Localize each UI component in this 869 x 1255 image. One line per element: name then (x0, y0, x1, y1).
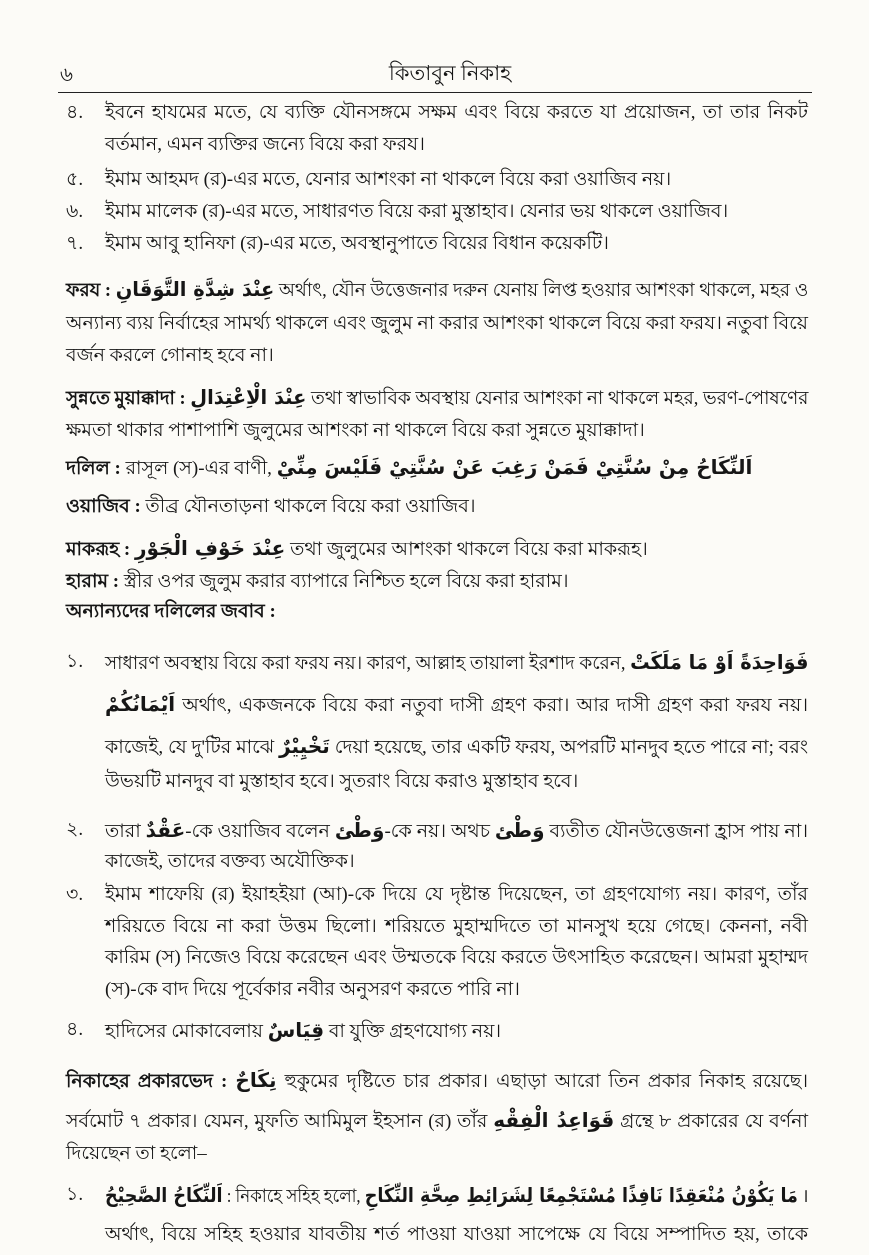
list-number: ৩. (66, 884, 84, 905)
arabic-term: وَطْئ (334, 818, 385, 842)
text-line (105, 814, 808, 846)
opinion-text: বর্তমান, এমন ব্যক্তির জন্যে বিয়ে করা ফরয। (105, 134, 425, 155)
text-line (66, 273, 809, 305)
list-number: ২. (66, 819, 84, 840)
section-label: নিকাহের প্রকারভেদ : (66, 1071, 228, 1092)
text-line (105, 164, 808, 196)
text-line (105, 196, 808, 228)
text-line (66, 1104, 808, 1136)
text-line (66, 415, 808, 447)
types-text: অর্থাৎ, বিয়ে সহিহ হওয়ার যাবতীয় শর্ত পাওয়া যাওয়া সাপেক্ষে যে বিয়ে সম্পাদিত হয়, তাকে (105, 1224, 808, 1245)
ruling-text: ক্ষমতা থাকার পাশাপাশি জুলুমের আশংকা না থাকলে বিয়ে করা সুন্নতে মুয়াক্কাদা। (66, 420, 645, 441)
text-line (105, 97, 808, 129)
ruling-text: অর্থাৎ, যৌন উত্তেজনার দরুন যেনায় লিপ্ত হওয়ার আশংকা থাকলে, মহর ও (278, 280, 809, 301)
text-line (66, 451, 808, 483)
text-line (66, 381, 809, 413)
text-line (105, 1219, 808, 1251)
arabic-book-title: قَوَاعِدُ الْفِقْهِ (493, 1108, 615, 1132)
rebuttal-text: -কে ওয়াজিব বলেন (185, 821, 330, 842)
arabic-term: عِنْدَ الْاِعْتِدَالِ (190, 385, 307, 409)
types-text: দিয়েছেন তা হলো– (66, 1143, 207, 1164)
rebuttal-text: কারিম (স) নিজেও বিয়ে করেছেন এবং উম্মতকে বিয়ে করতে উৎসাহিত করেছেন। আমরা মুহাম্মদ (105, 947, 808, 968)
ruling-label-sunnah: সুন্নতে মুয়াক্কাদা : (66, 388, 186, 409)
ruling-label-dalil: দলিল : (66, 458, 121, 479)
list-number: ৭. (66, 233, 84, 254)
arabic-verse: اَيْمَانُكُمْ (105, 692, 176, 716)
text-line (66, 532, 808, 564)
ruling-label-farz: ফরয : (66, 280, 112, 301)
list-number: ১. (66, 1184, 84, 1205)
rebuttal-text: সাধারণ অবস্থায় বিয়ে করা ফরয নয়। কারণ, আল্লাহ তায়ালা ইরশাদ করেন, (105, 653, 626, 674)
ruling-text: তীব্র যৌনতাড়না থাকলে বিয়ে করা ওয়াজিব। (145, 496, 476, 517)
text-line (105, 688, 808, 720)
ruling-label-wajib: ওয়াজিব : (66, 496, 141, 517)
text-line (105, 646, 809, 678)
ruling-text: অন্যান্য ব্যয় নির্বাহের সামর্থ্য থাকলে এবং জুলুম না করার আশংকা থাকলে বিয়ে করা ফরয। নতুবা বিয়ে (66, 313, 808, 334)
text-line (66, 1064, 808, 1096)
rebuttal-text: (স)-কে বাদ দিয়ে পূর্বেকার নবীর অনুসরণ করতে পারি না। (105, 979, 520, 1000)
opinion-text: ইমাম আবু হানিফা (র)-এর মতে, অবস্থানুপাতে বিয়ের বিধান কয়েকটি। (105, 233, 609, 254)
arabic-term: قِيَاسٌ (267, 1018, 325, 1042)
rebuttal-text: বা যুক্তি গ্রহণযোগ্য নয়। (328, 1021, 502, 1042)
types-text: হুকুমের দৃষ্টিতে চার প্রকার। এছাড়া আরো তিন প্রকার নিকাহ রয়েছে। (284, 1071, 809, 1092)
opinion-text: ইমাম আহমদ (র)-এর মতে, যেনার আশংকা না থাকলে বিয়ে করা ওয়াজিব নয়। (105, 169, 672, 190)
text-line (66, 491, 808, 523)
text-line (105, 129, 808, 161)
rebuttal-text: অর্থাৎ, একজনকে বিয়ে করা নতুবা দাসী গ্রহণ করা। আর দাসী গ্রহণ করা ফরয নয়। (182, 695, 808, 716)
ruling-text: রাসূল (স)-এর বাণী, (125, 458, 272, 479)
header-rule (58, 92, 812, 93)
text-line (66, 308, 808, 340)
text-line (105, 228, 808, 260)
list-number: ৪. (66, 1019, 84, 1040)
arabic-term: نِكَاحٌ (235, 1068, 277, 1092)
text-line (66, 596, 808, 628)
section-heading: অন্যান্যদের দলিলের জবাব : (66, 601, 276, 622)
arabic-term: عَقْدٌ (145, 818, 186, 842)
list-number: ৬. (66, 201, 84, 222)
types-text: : নিকাহে সহিহ হলো, (226, 1186, 361, 1207)
types-text: গ্রন্থে ৮ প্রকারের যে বর্ণনা (620, 1111, 808, 1132)
rebuttal-text: শরিয়তে বিয়ে না করা উত্তম ছিলো। শরিয়তে মুহাম্মদিতে তা মানসুখ হয়ে গেছে। কেননা, নবী (105, 916, 808, 937)
text-line (66, 340, 808, 372)
arabic-verse: فَوَاحِدَةً اَوْ مَا مَلَكَتْ (630, 650, 809, 674)
rebuttal-text: তারা (105, 821, 141, 842)
arabic-definition: مَا يَكُوْنُ مُنْعَقِدًا نَافِذًا مُسْتَجْمِعًا لِشَرَائِطِ صِحَّةِ النِّكَاحِ (364, 1183, 798, 1207)
arabic-term: تَخْيِيْرٌ (279, 734, 330, 758)
types-text: সর্বমোট ৭ প্রকার। যেমন, মুফতি আমিমুল ইহসান (র) তাঁর (66, 1111, 488, 1132)
arabic-term: عِنْدَ خَوْفِ الْجَوْرِ (135, 536, 286, 560)
text-line (105, 911, 808, 943)
rebuttal-text: -কে নয়। অথচ (384, 821, 490, 842)
text-line (105, 1179, 809, 1211)
text-line (66, 1138, 808, 1170)
rebuttal-text: দেয়া হয়েছে, তার একটি ফরয, অপরটি মানদুব হতে পারে না; বরং (334, 737, 808, 758)
ruling-text: বর্জন করলে গোনাহ হবে না। (66, 345, 274, 366)
list-number: ১. (66, 651, 84, 672)
rebuttal-text: কাজেই, তাদের বক্তব্য অযৌক্তিক। (105, 851, 355, 872)
ruling-text: তথা স্বাভাবিক অবস্থায় যেনার আশংকা না থাকলে মহর, ভরণ-পোষণের (310, 388, 809, 409)
rebuttal-text: ইমাম শাফেয়ি (র) ইয়াহইয়া (আ)-কে দিয়ে যে দৃষ্টান্ত দিয়েছেন, তা গ্রহণযোগ্য নয়। কারণ, তাঁর (105, 884, 808, 905)
ruling-text: স্ত্রীর ওপর জুলুম করার ব্যাপারে নিশ্চিত হলে বিয়ে করা হারাম। (123, 571, 569, 592)
arabic-term: عِنْدَ شِدَّةِ التَّوَقَانِ (115, 277, 275, 301)
text-line (105, 974, 808, 1006)
text-line (105, 730, 808, 762)
arabic-hadith: اَلنِّكَاحُ مِنْ سُنَّتِيْ فَمَنْ رَغِبَ عَنْ سُنَّتِيْ فَلَيْسَ مِنِّيْ (276, 455, 753, 479)
types-text: । (802, 1186, 809, 1207)
ruling-text: তথা জুলুমের আশংকা থাকলে বিয়ে করা মাকরূহ। (290, 539, 648, 560)
arabic-term: وَطْئ (494, 818, 545, 842)
list-number: ৪. (66, 102, 84, 123)
ruling-label-makruh: মাকরূহ : (66, 539, 131, 560)
opinion-text: ইবনে হাযমের মতে, যে ব্যক্তি যৌনসঙ্গমে সক্ষম এবং বিয়ে করতে যা প্রয়োজন, তা তার নিকট (105, 102, 808, 123)
text-line (105, 1014, 808, 1046)
text-line (105, 942, 808, 974)
text-line (105, 846, 808, 878)
running-title: কিতাবুন নিকাহ (388, 61, 512, 85)
arabic-term: اَلنِّكَاحُ الصَّحِيْحُ (105, 1183, 223, 1207)
rebuttal-text: হাদিসের মোকাবেলায় (105, 1021, 263, 1042)
text-line (105, 879, 808, 911)
page-number: ৬ (60, 64, 74, 86)
rebuttal-text: ব্যতীত যৌনউত্তেজনা হ্রাস পায় না। (549, 821, 809, 842)
text-line (105, 766, 808, 798)
ruling-label-haram: হারাম : (66, 571, 120, 592)
opinion-text: ইমাম মালেক (র)-এর মতে, সাধারণত বিয়ে করা মুস্তাহাব। যেনার ভয় থাকলে ওয়াজিব। (105, 201, 729, 222)
text-line (66, 566, 808, 598)
list-number: ৫. (66, 169, 84, 190)
rebuttal-text: কাজেই, যে দু'টির মাঝে (105, 737, 275, 758)
rebuttal-text: উভয়টি মানদুব বা মুস্তাহাব হবে। সুতরাং বিয়ে করাও মুস্তাহাব হবে। (105, 771, 579, 792)
